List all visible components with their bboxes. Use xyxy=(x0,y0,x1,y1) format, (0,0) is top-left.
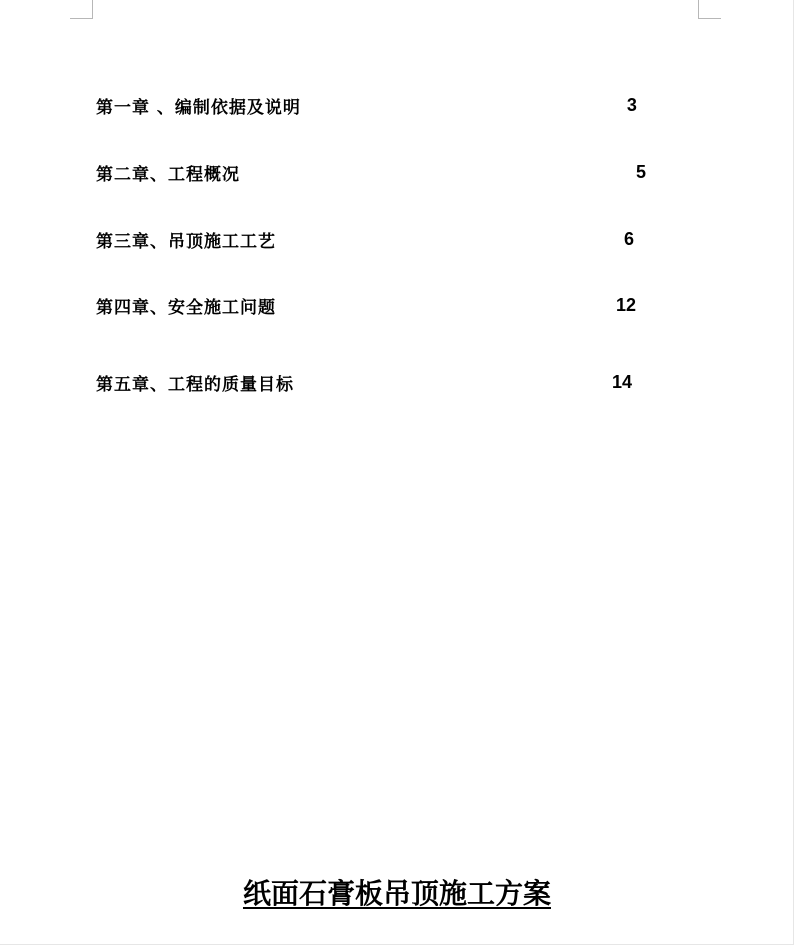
document-title: 纸面石膏板吊顶施工方案 xyxy=(242,877,551,910)
page-corner-mark-top-right xyxy=(698,0,721,19)
toc-entry-page: 12 xyxy=(616,294,637,315)
toc-entry-title: 第一章 、编制依据及说明 xyxy=(96,97,301,118)
toc-entry[interactable] xyxy=(96,371,632,393)
toc-dot-leader xyxy=(294,371,612,393)
toc-entry-title: 第四章、安全施工问题 xyxy=(96,297,276,318)
toc-entry-title: 第二章、工程概况 xyxy=(96,164,240,185)
toc-entry[interactable] xyxy=(96,294,636,316)
toc-entry[interactable] xyxy=(96,228,634,250)
toc-dot-leader xyxy=(301,94,627,116)
toc-entry-page: 5 xyxy=(636,161,647,182)
toc-entry-title: 第五章、工程的质量目标 xyxy=(96,374,294,395)
toc-dot-leader xyxy=(276,294,616,316)
toc-entry-page: 6 xyxy=(624,228,635,249)
toc-dot-leader xyxy=(276,228,610,250)
toc-entry-title: 第三章、吊顶施工工艺 xyxy=(96,231,276,252)
toc-dot-leader xyxy=(240,161,624,183)
toc-entry-page: 3 xyxy=(626,94,637,115)
page-corner-mark-top-left xyxy=(70,0,93,19)
toc-entry[interactable] xyxy=(96,94,637,116)
toc-entry-page: 14 xyxy=(612,371,633,392)
toc-entry[interactable] xyxy=(96,161,646,183)
